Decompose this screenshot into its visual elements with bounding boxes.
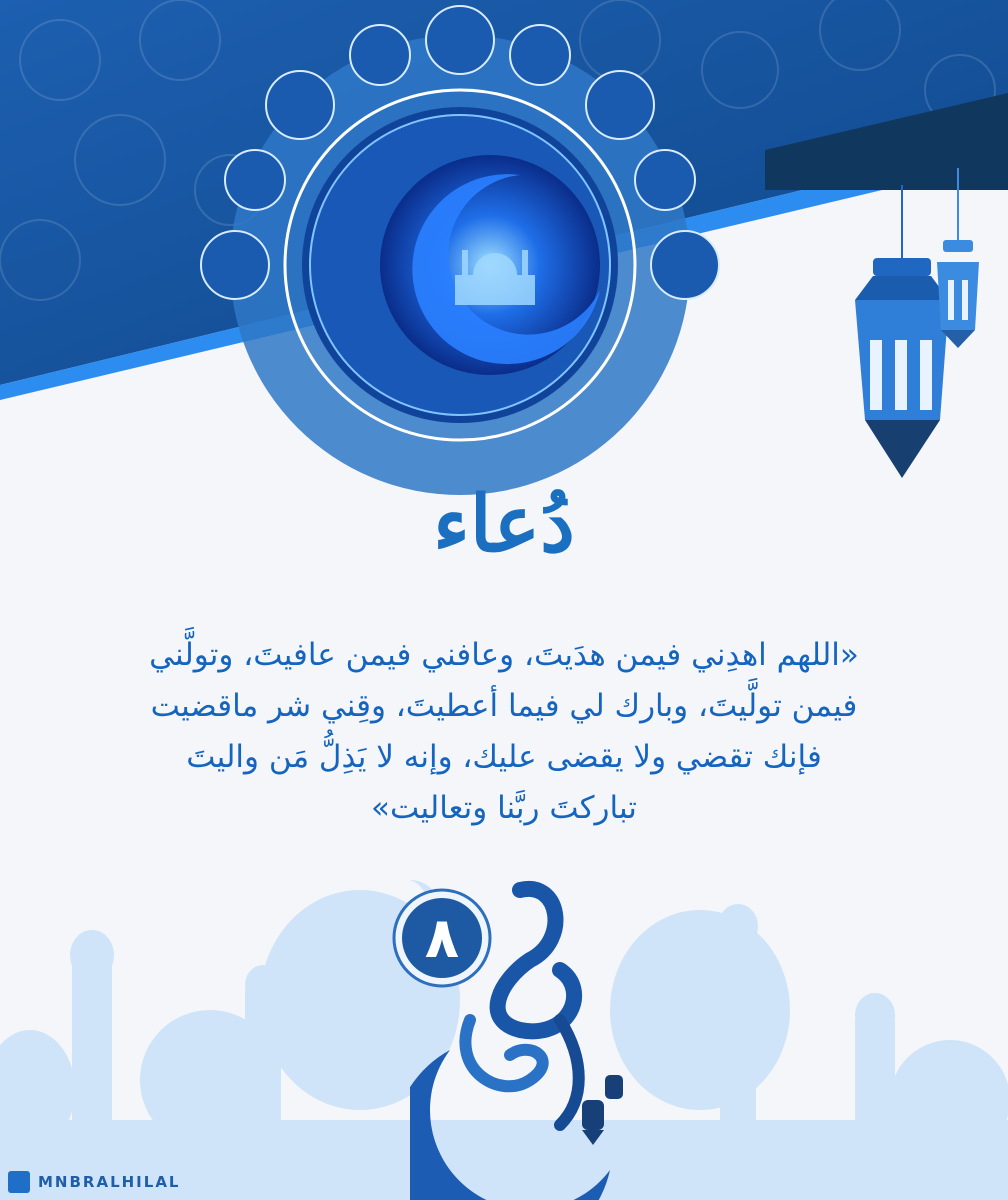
brand-watermark [8, 1171, 181, 1193]
dua-line: فيمن تولَّيتَ، وبارك لي فيما أعطيتَ، وقِني شر ماقضيت [150, 688, 858, 724]
ramadan-calligraphy-logo [410, 870, 640, 1200]
dua-line: «اللهم اهدِني فيمن هدَيتَ، وعافني فيمن عافيتَ، وتولَّني [149, 637, 859, 673]
crescent-logo-icon [8, 1171, 30, 1193]
day-number: ٨ [424, 906, 460, 971]
brand-name: MNBRALHILAL [38, 1173, 181, 1191]
dua-text [40, 630, 968, 834]
dua-line: فإنك تقضي ولا يقضى عليك، وإنه لا يَذِلُّ مَن واليتَ [186, 739, 822, 775]
page-title: دُعاء [433, 479, 575, 570]
dua-line: تباركتَ ربَّنا وتعاليت» [371, 790, 637, 826]
